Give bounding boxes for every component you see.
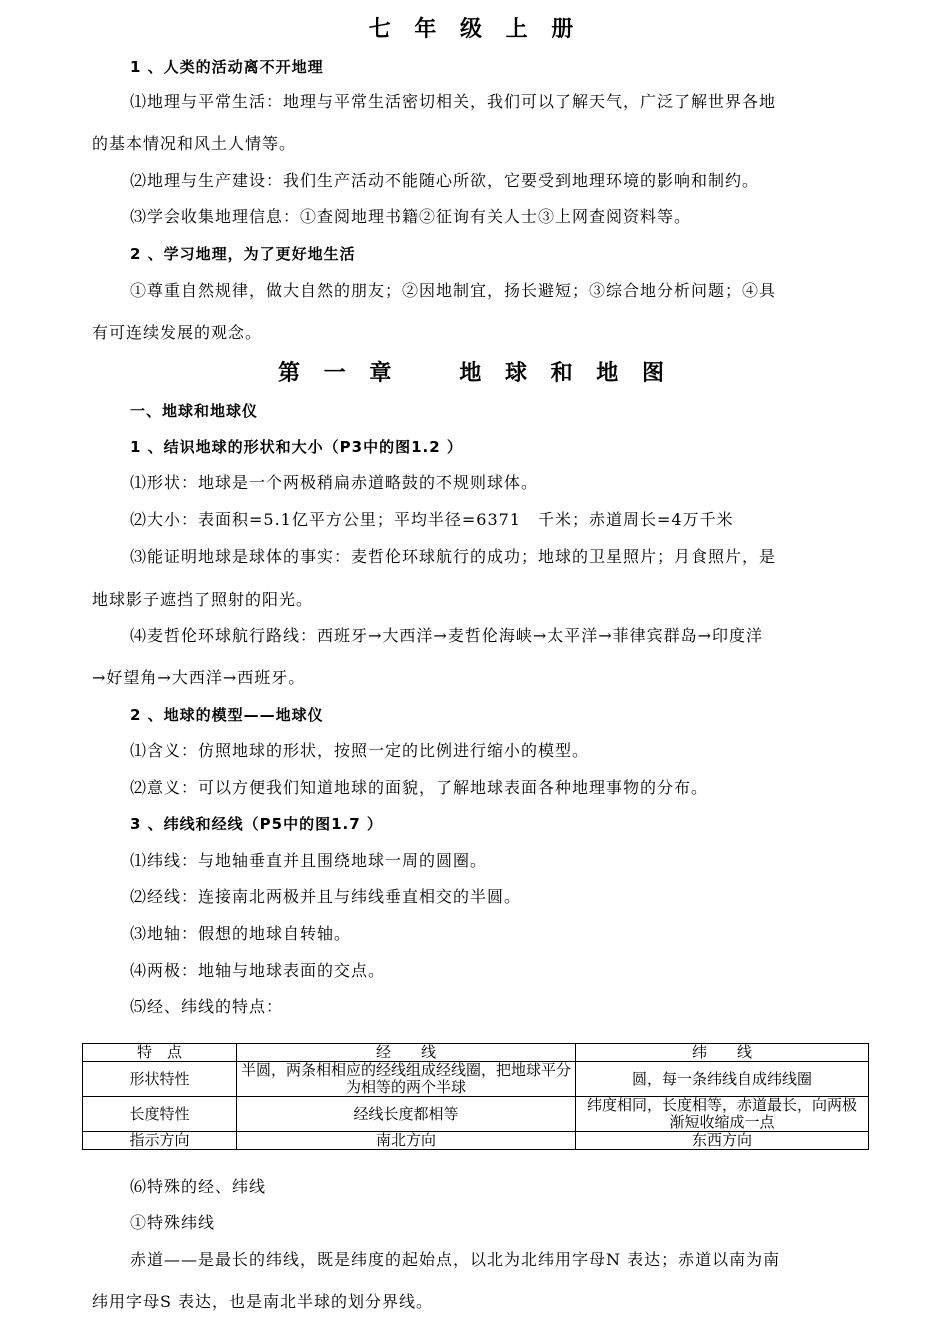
paragraph-text: ⑴含义：仿照地球的形状，按照一定的比例进行缩小的模型。	[130, 741, 590, 760]
paragraph-text: 地球影子遮挡了照射的阳光。	[92, 590, 314, 609]
paragraph-text: ⑶能证明地球是球体的事实：麦哲伦环球航行的成功；地球的卫星照片；月食照片，是	[130, 547, 777, 566]
paragraph-text: 纬用字母S 表达，也是南北半球的划分界线。	[92, 1292, 434, 1311]
table-header-cell: 特 点	[83, 1044, 237, 1062]
paragraph-text: ⑸经、纬线的特点：	[130, 997, 284, 1016]
paragraph-text: ①特殊纬线	[130, 1213, 216, 1232]
table-row	[83, 1062, 869, 1097]
paragraph-text: ⑷麦哲伦环球航行路线：西班牙→大西洋→麦哲伦海峡→太平洋→菲律宾群岛→印度洋	[130, 626, 764, 645]
table-row	[83, 1132, 869, 1150]
paragraph-text: ⑵意义：可以方便我们知道地球的面貌，了解地球表面各种地理事物的分布。	[130, 778, 709, 797]
table-cell: 长度特性	[83, 1097, 237, 1132]
page-title: 七 年 级 上 册	[368, 17, 582, 42]
table-header-cell: 经 线	[237, 1044, 576, 1062]
table-header-row	[83, 1044, 869, 1062]
chapter-title: 第 一 章 地 球 和 地 图	[278, 361, 672, 386]
paragraph-text: ⑴形状：地球是一个两极稍扁赤道略鼓的不规则球体。	[130, 473, 539, 492]
table-cell: 纬度相同，长度相等，赤道最长，向两极渐短收缩成一点	[576, 1097, 869, 1132]
section-heading: 一、地球和地球仪	[130, 402, 259, 420]
paragraph-text: ⑵经线：连接南北两极并且与纬线垂直相交的半圆。	[130, 887, 522, 906]
paragraph-text: ⑵地理与生产建设：我们生产活动不能随心所欲，它要受到地理环境的影响和制约。	[130, 171, 760, 190]
paragraph-text: ①尊重自然规律，做大自然的朋友；②因地制宜，扬长避短；③综合地分析问题；④具	[130, 281, 777, 300]
paragraph-text: →好望角→大西洋→西班牙。	[92, 668, 306, 687]
subsection-heading: 1 、结识地球的形状和大小（P3中的图1.2 ）	[130, 438, 463, 456]
paragraph-text: ⑷两极：地轴与地球表面的交点。	[130, 961, 386, 980]
paragraph-text: ⑵大小：表面积=5.1亿平方公里；平均半径=6371 千米；赤道周长=4万千米	[130, 510, 734, 529]
paragraph-text: ⑴地理与平常生活：地理与平常生活密切相关，我们可以了解天气，广泛了解世界各地	[130, 92, 777, 111]
table-cell: 半圆，两条相相应的经线组成经线圈，把地球平分为相等的两个半球	[237, 1062, 576, 1097]
table-header-cell: 纬 线	[576, 1044, 869, 1062]
paragraph-text: ⑹特殊的经、纬线	[130, 1177, 267, 1196]
table-cell: 圆，每一条纬线自成纬线圈	[576, 1062, 869, 1097]
paragraph-text: ⑴纬线：与地轴垂直并且围绕地球一周的圆圈。	[130, 851, 488, 870]
paragraph-text: ⑶地轴：假想的地球自转轴。	[130, 924, 352, 943]
subsection-heading: 2 、地球的模型——地球仪	[130, 706, 324, 724]
comparison-table	[82, 1043, 869, 1150]
table-cell: 东西方向	[576, 1132, 869, 1150]
paragraph-text: 赤道——是最长的纬线，既是纬度的起始点，以北为北纬用字母N 表达；赤道以南为南	[130, 1250, 781, 1269]
table-cell: 指示方向	[83, 1132, 237, 1150]
section-heading: 2 、学习地理，为了更好地生活	[130, 245, 356, 263]
paragraph-text: ⑶学会收集地理信息：①查阅地理书籍②征询有关人士③上网查阅资料等。	[130, 207, 692, 226]
paragraph-text: 的基本情况和风土人情等。	[92, 134, 297, 153]
paragraph-text: 有可连续发展的观念。	[92, 323, 263, 342]
table-cell: 经线长度都相等	[237, 1097, 576, 1132]
section-heading: 1 、人类的活动离不开地理	[130, 58, 324, 76]
table-cell: 南北方向	[237, 1132, 576, 1150]
subsection-heading: 3 、纬线和经线（P5中的图1.7 ）	[130, 815, 383, 833]
table-row	[83, 1097, 869, 1132]
table-cell: 形状特性	[83, 1062, 237, 1097]
